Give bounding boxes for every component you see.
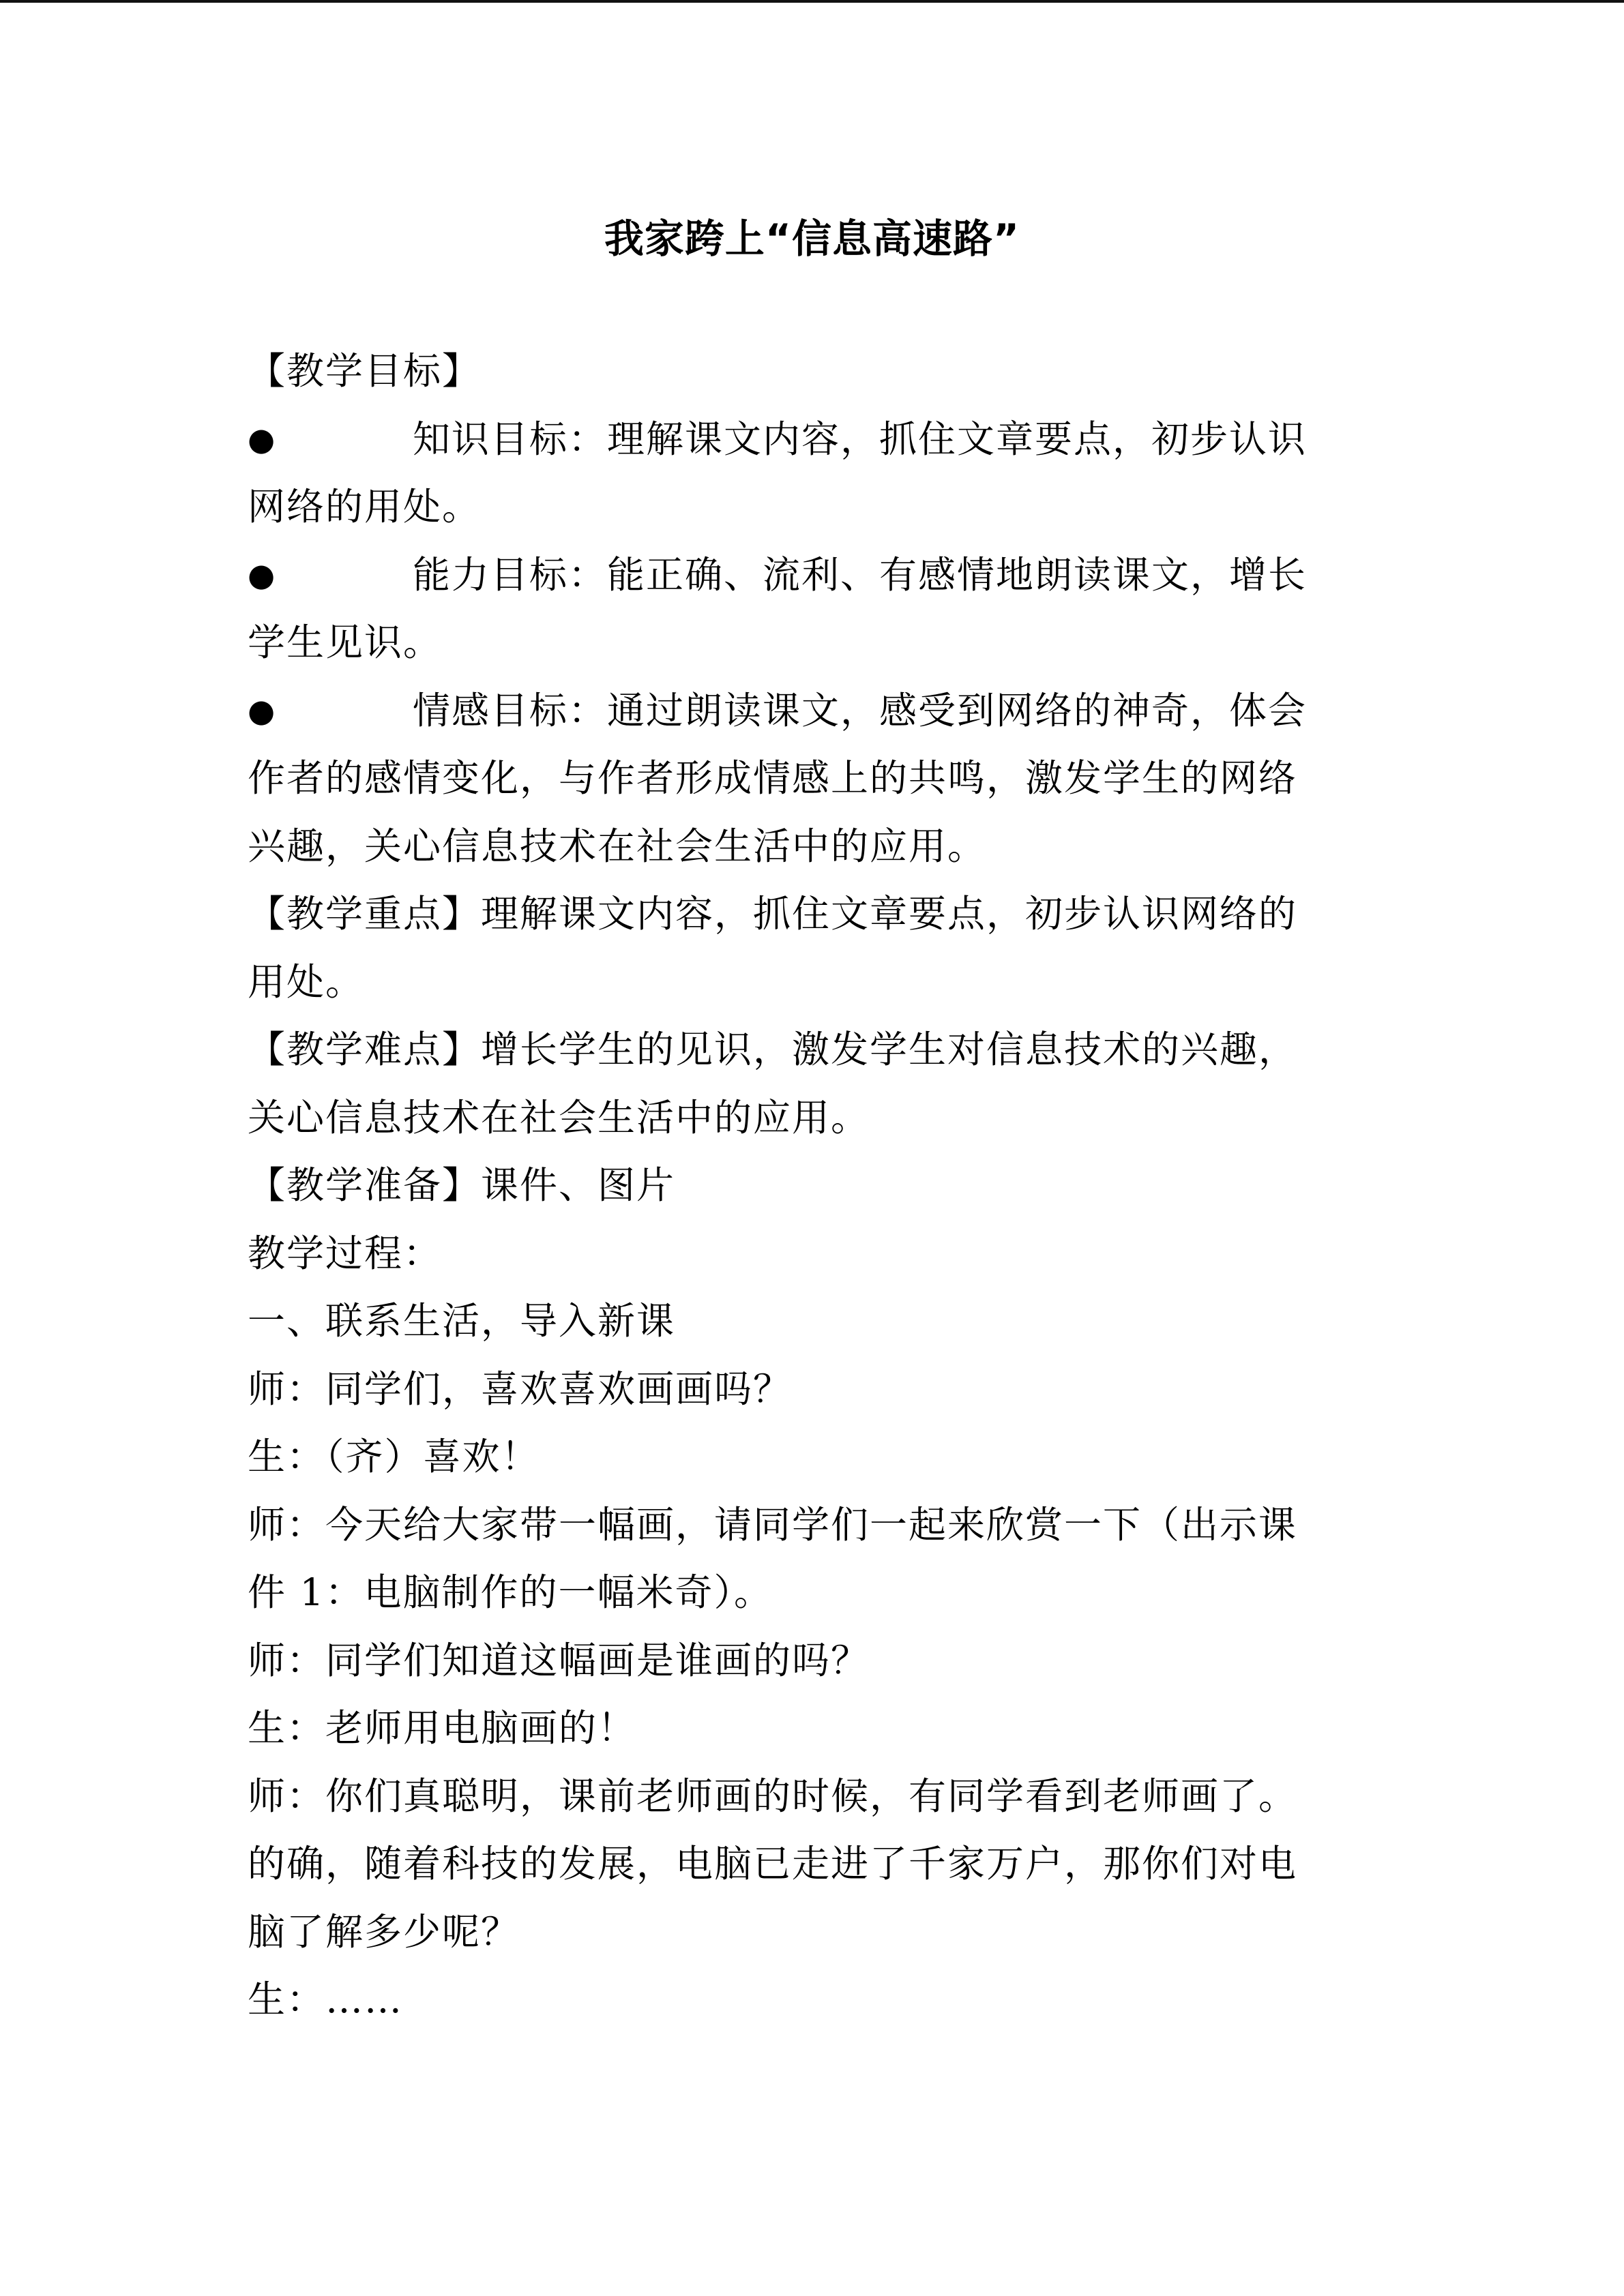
top-border-line [0,0,1624,3]
text-line: 一、联系生活，导入新课 [248,1299,676,1343]
document-title: 我家跨上“信息高速路” [604,215,1020,262]
text-line: 师：同学们，喜欢喜欢画画吗？ [248,1367,793,1411]
text-line: 学生见识。 [248,621,443,664]
text-line: 教学过程： [248,1231,443,1275]
bullet-text: 情感目标：通过朗读课文，感受到网络的神奇，体会 [413,688,1308,732]
bullet-marker: ● [248,420,277,458]
text-line: 师：同学们知道这幅画是谁画的吗？ [248,1638,870,1682]
text-line: 【教学重点】理解课文内容，抓住文章要点，初步认识网络的 [248,892,1298,936]
text-line: 【教学准备】课件、图片 [248,1163,676,1207]
document-body [248,338,1353,2034]
text-line: 生：…… [248,1978,404,2021]
text-line: 生：老师用电脑画的！ [248,1706,637,1750]
text-line: 师：今天给大家带一幅画，请同学们一起来欣赏一下（出示课 [248,1502,1298,1547]
text-line: 生：（齐）喜欢！ [248,1435,540,1478]
text-line: 师：你们真聪明，课前老师画的时候，有同学看到老师画了。 [248,1774,1298,1818]
text-line: 【教学目标】 [248,349,482,393]
text-line: 脑了解多少呢？ [248,1909,520,1954]
bullet-list-item [248,406,1353,474]
text-line: 【教学难点】增长学生的见识，激发学生对信息技术的兴趣， [248,1028,1298,1071]
bullet-list-item [248,677,1353,745]
bullet-list-item [248,541,1353,610]
text-line: 关心信息技术在社会生活中的应用。 [248,1095,870,1139]
bullet-marker: ● [248,691,277,729]
text-line: 件 1：电脑制作的一幅米奇）。 [248,1570,773,1614]
text-line: 兴趣，关心信息技术在社会生活中的应用。 [248,824,987,868]
text-line: 的确，随着科技的发展，电脑已走进了千家万户，那你们对电 [248,1842,1298,1885]
bullet-text: 知识目标：理解课文内容，抓住文章要点，初步认识 [413,417,1308,461]
text-line: 网络的用处。 [248,485,482,528]
text-line: 作者的感情变化，与作者形成情感上的共鸣，激发学生的网络 [248,756,1298,800]
text-line: 用处。 [248,959,365,1004]
bullet-text: 能力目标：能正确、流利、有感情地朗读课文，增长 [413,552,1308,597]
bullet-marker: ● [248,556,277,593]
